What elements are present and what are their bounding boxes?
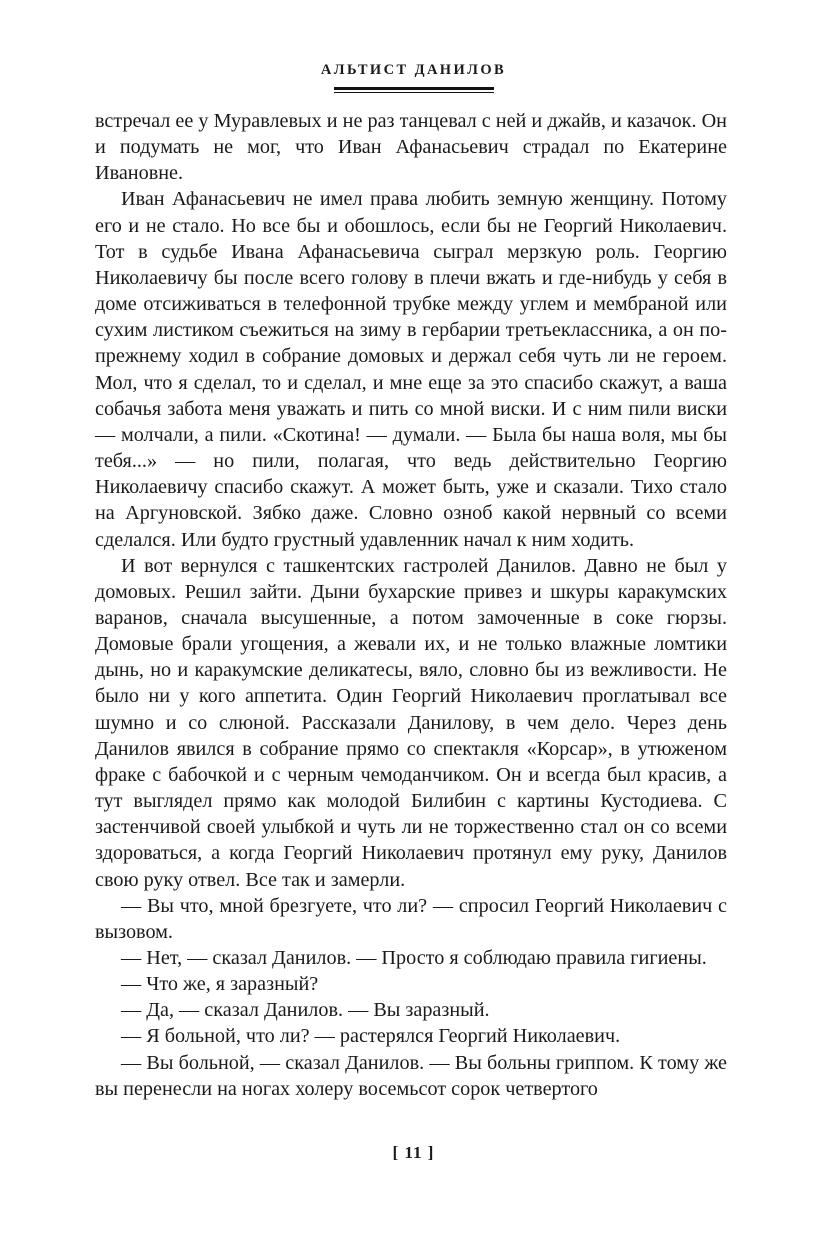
- paragraph: И вот вернулся с ташкентских гастролей Данилов. Давно не был у домовых. Решил зайти. Дыни бухарские привез и шкуры каракумских варанов, сначала высушенные, а потом замоченные в соке гюрзы. Домовые брали угощения, а жевали их, и не только влажные ломтики дынь, но и каракумские деликатесы, вяло, словно бы из вежливости. Не было ни у кого аппетита. Один Георгий Николаевич проглатывал все шумно и со слюной. Рассказали Данилову, в чем дело. Через день Данилов явился в собрание прямо со спектакля «Корсар», в утюженом фраке с бабочкой и с черным чемоданчиком. Он и всегда был красив, а тут выглядел прямо как молодой Билибин с картины Кустодиева. С застенчивой своей улыбкой и чуть ли не торжественно стал он со всеми здороваться, а когда Георгий Николаевич протянул ему руку, Данилов свою руку отвел. Все так и замерли.: [95, 554, 727, 891]
- dialogue-line: — Что же, я заразный?: [121, 973, 319, 996]
- page-body: [95, 108, 727, 1102]
- header-rule-thick: [334, 87, 494, 90]
- paragraph: Иван Афанасьевич не имел права любить земную женщину. Потому его и не стало. Но все бы и обошлось, если бы не Георгий Николаевич. Тот в судьбе Ивана Афанасьевича сыграл мерзкую роль. Георгию Николаевичу бы после всего голову в плечи вжать и где-нибудь у себя в доме отсиживаться в телефонной трубке между углем и мембраной или сухим листиком съежиться на зиму в гербарии третьеклассника, а он по-прежнему ходил в собрание домовых и держал себя чуть ли не героем. Мол, что я сделал, то и сделал, и мне еще за это спасибо скажут, а ваша собачья забота меня уважать и пить со мной виски. И с ним пили виски — молчали, а пили. «Скотина! — думали. — Была бы наша воля, мы бы тебя...» — но пили, полагая, что ведь действительно Георгию Николаевичу спасибо скажут. А может быть, уже и сказали. Тихо стало на Аргуновской. Зябко даже. Словно озноб какой нервный со всеми сделался. Или будто грустный удавленник начал к ним ходить.: [95, 188, 727, 551]
- paragraph-continuation: встречал ее у Муравлевых и не раз танцевал с ней и джайв, и казачок. Он и подумать не мог, что Иван Афанасьевич страдал по Екатерине Ивановне.: [95, 110, 727, 185]
- dialogue-line: — Да, — сказал Данилов. — Вы заразный.: [121, 999, 490, 1022]
- page-header: [0, 62, 827, 93]
- dialogue-line: — Нет, — сказал Данилов. — Просто я соблюдаю правила гигиены.: [121, 947, 707, 969]
- dialogue-line: — Вы что, мной брезгуете, что ли? — спросил Георгий Николаевич с вызовом.: [95, 894, 727, 943]
- dialogue-line: — Я больной, что ли? — растерялся Георгий Николаевич.: [121, 1025, 621, 1048]
- page-number: [ 11 ]: [392, 1143, 435, 1162]
- dialogue-line: — Вы больной, — сказал Данилов. — Вы больны гриппом. К тому же вы перенесли на ногах холеру восемьсот сорок четвертого: [95, 1051, 727, 1100]
- header-rule-thin: [334, 92, 494, 93]
- running-title: АЛЬТИСТ ДАНИЛОВ: [320, 62, 507, 78]
- header-rule: [334, 87, 494, 93]
